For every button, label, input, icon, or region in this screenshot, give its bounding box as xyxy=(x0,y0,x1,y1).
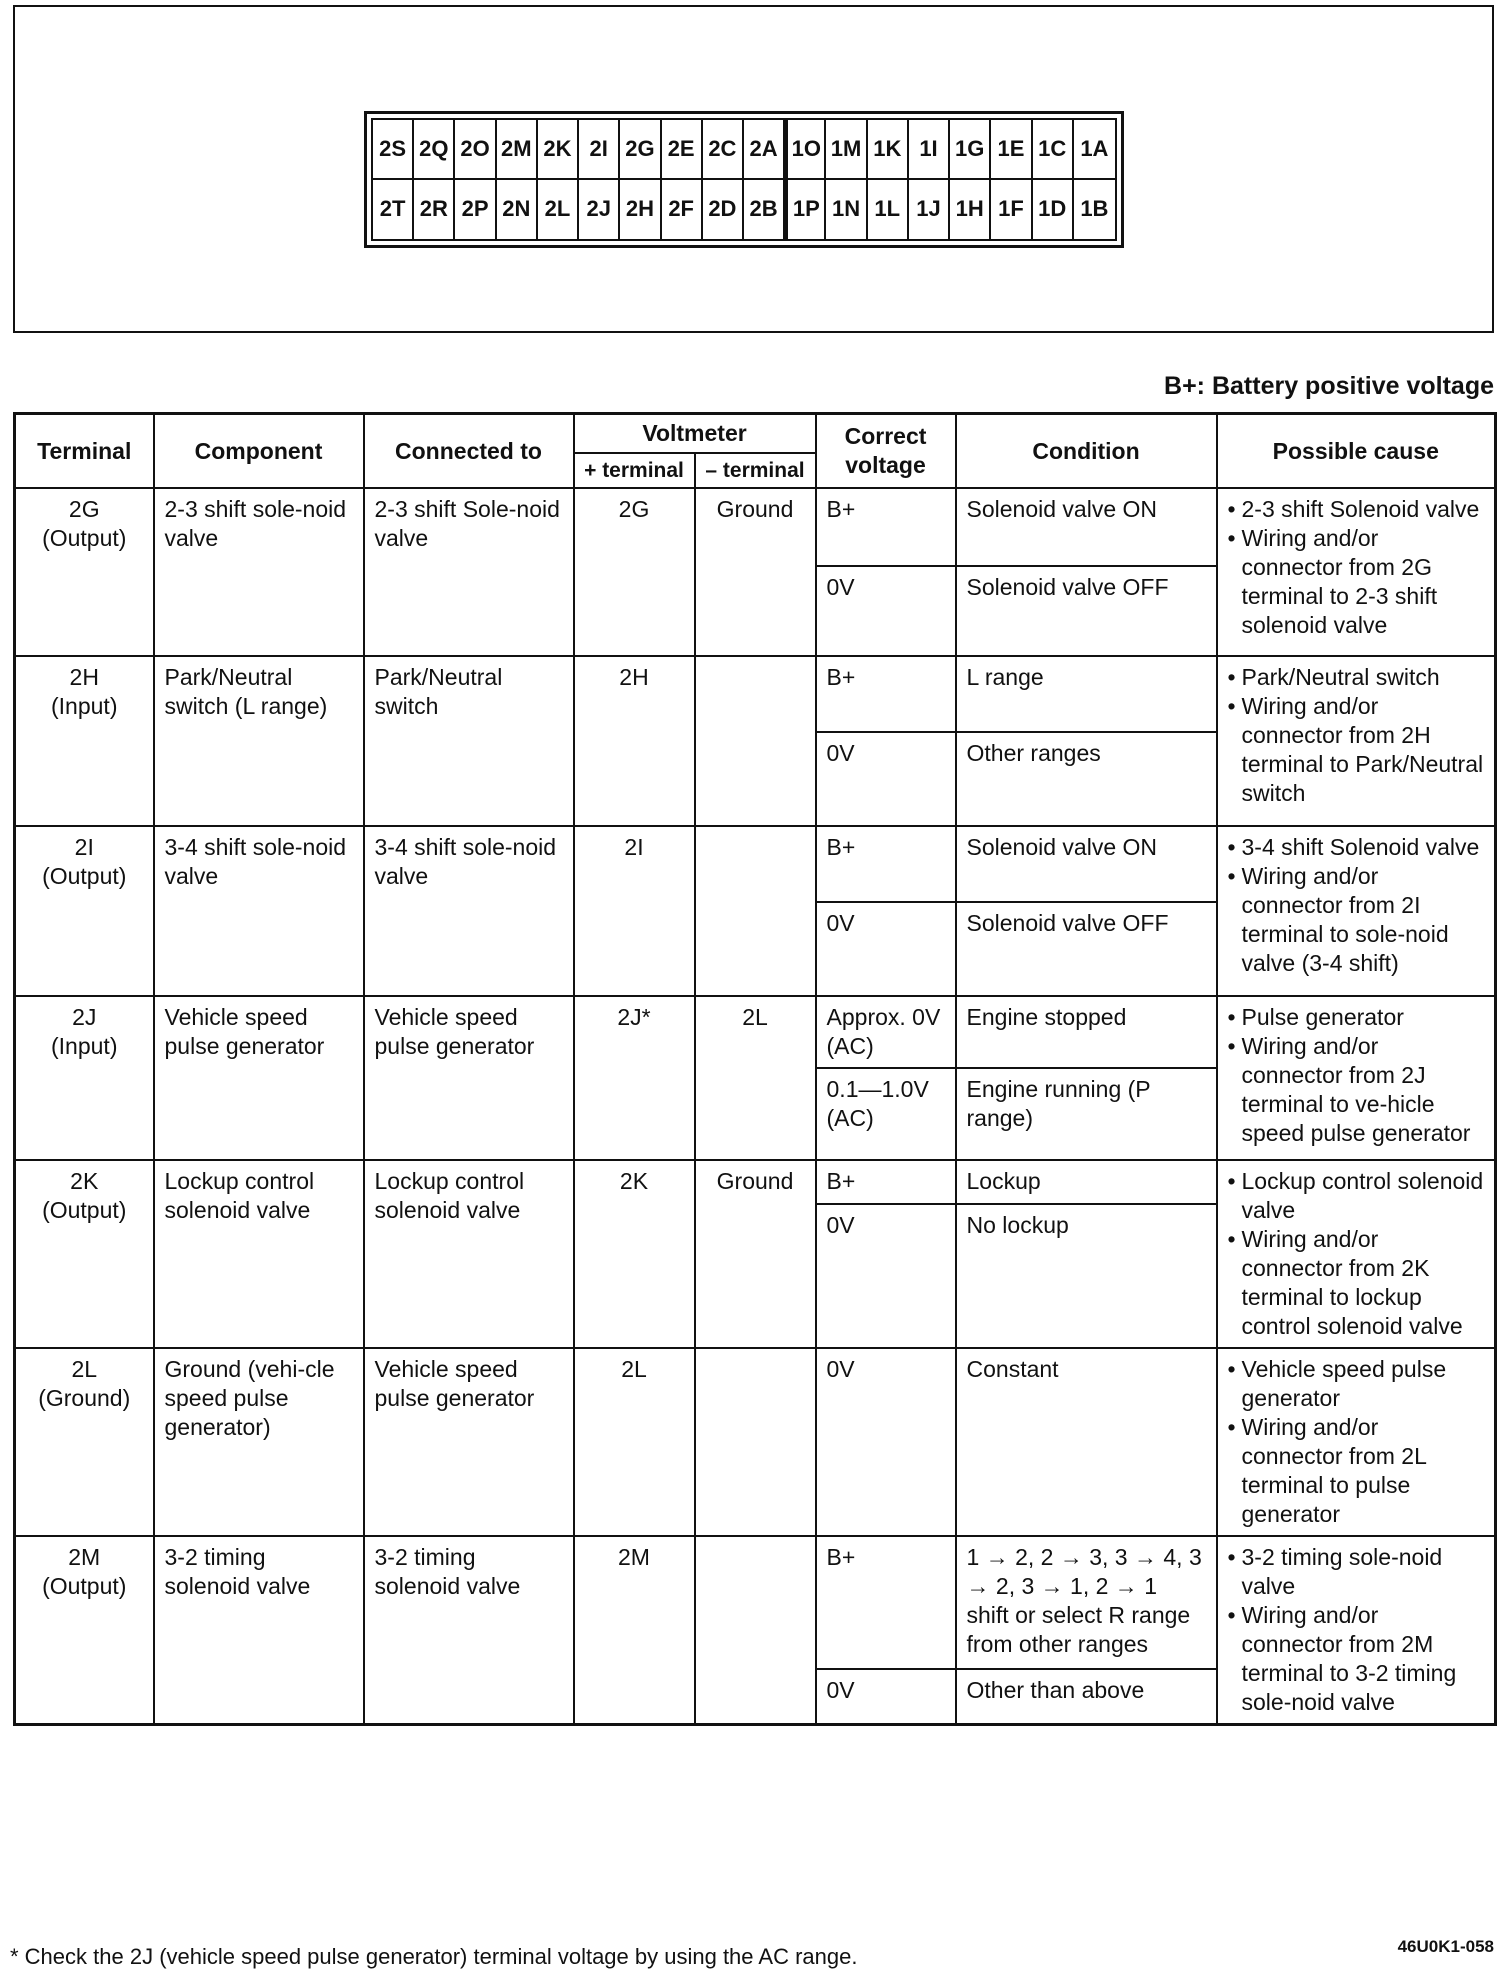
terminal-cell xyxy=(15,996,154,1160)
voltage-legend: B+: Battery positive voltage xyxy=(1164,372,1494,400)
connector-pin: 1E xyxy=(991,120,1032,180)
table-row xyxy=(15,826,1496,902)
connector-pin: 1F xyxy=(991,180,1032,240)
terminal-type: (Input) xyxy=(51,1033,118,1059)
connector-pin: 1P xyxy=(785,180,826,240)
table-row xyxy=(15,996,1496,1068)
correct-voltage-cell: 0.1—1.0V (AC) xyxy=(816,1068,956,1160)
cause-item: • 3-4 shift Solenoid valve xyxy=(1228,833,1485,862)
terminal-id: 2L xyxy=(71,1356,98,1382)
terminal-inspection-table xyxy=(13,412,1497,1726)
connector-pin: 2E xyxy=(662,120,703,180)
terminal-type: (Ground) xyxy=(38,1385,131,1411)
connector-pin: 2H xyxy=(620,180,661,240)
connected-to-cell: Park/Neutral switch xyxy=(364,656,574,826)
header-possible-cause: Possible cause xyxy=(1217,414,1496,489)
condition-cell: Solenoid valve OFF xyxy=(956,902,1217,996)
terminal-type: (Output) xyxy=(42,1197,127,1223)
table-row xyxy=(15,488,1496,566)
header-correct-voltage: Correct voltage xyxy=(816,414,956,489)
condition-cell: Solenoid valve OFF xyxy=(956,566,1217,656)
condition-cell: Engine stopped xyxy=(956,996,1217,1068)
terminal-type: (Output) xyxy=(42,1573,127,1599)
possible-cause-cell xyxy=(1217,1536,1496,1725)
connector-pin: 2B xyxy=(744,180,785,240)
correct-voltage-cell: B+ xyxy=(816,826,956,902)
connector-pin: 2A xyxy=(744,120,785,180)
correct-voltage-cell: 0V xyxy=(816,1669,956,1724)
minus-terminal-cell xyxy=(695,656,816,826)
connector-pin: 1H xyxy=(950,180,991,240)
connector-pin: 2D xyxy=(703,180,744,240)
connector-pin: 1I xyxy=(909,120,950,180)
header-plus-terminal: + terminal xyxy=(574,453,695,488)
connector-pin: 2Q xyxy=(414,120,455,180)
plus-terminal-cell: 2M xyxy=(574,1536,695,1725)
connector-pin: 1M xyxy=(826,120,867,180)
cause-item: • Wiring and/or connector from 2K terminal to lockup control solenoid valve xyxy=(1228,1225,1485,1341)
minus-terminal-cell: Ground xyxy=(695,1160,816,1348)
connector-pin: 2J xyxy=(579,180,620,240)
connector-pin-grid xyxy=(371,118,1117,241)
cause-item: • Vehicle speed pulse generator xyxy=(1228,1355,1485,1413)
connector-pin: 2L xyxy=(538,180,579,240)
correct-voltage-cell: 0V xyxy=(816,566,956,656)
cause-item: • Wiring and/or connector from 2L terminal to pulse generator xyxy=(1228,1413,1485,1529)
possible-cause-cell xyxy=(1217,826,1496,996)
component-cell: 3-2 timing solenoid valve xyxy=(154,1536,364,1725)
component-cell: Park/Neutral switch (L range) xyxy=(154,656,364,826)
component-cell: Lockup control solenoid valve xyxy=(154,1160,364,1348)
cause-item: • Pulse generator xyxy=(1228,1003,1485,1032)
condition-cell: 1 → 2, 2 → 3, 3 → 4, 3 → 2, 3 → 1, 2 → 1 shift or select R range from other ranges xyxy=(956,1536,1217,1669)
correct-voltage-cell: 0V xyxy=(816,1204,956,1348)
cause-item: • Lockup control solenoid valve xyxy=(1228,1167,1485,1225)
terminal-id: 2K xyxy=(70,1168,99,1194)
connector-pinout xyxy=(364,111,1124,248)
condition-cell: L range xyxy=(956,656,1217,732)
header-voltmeter: Voltmeter xyxy=(574,414,816,454)
cause-item: • Wiring and/or connector from 2M terminal to 3-2 timing sole-noid valve xyxy=(1228,1601,1485,1717)
minus-terminal-cell: Ground xyxy=(695,488,816,656)
connector-pin: 1K xyxy=(868,120,909,180)
terminal-cell xyxy=(15,826,154,996)
figure-code: 46U0K1-058 xyxy=(1397,1937,1494,1956)
terminal-cell xyxy=(15,656,154,826)
correct-voltage-cell: B+ xyxy=(816,488,956,566)
connector-pin: 2S xyxy=(373,120,414,180)
possible-cause-cell xyxy=(1217,488,1496,656)
possible-cause-cell xyxy=(1217,1348,1496,1536)
connector-pin: 2F xyxy=(662,180,703,240)
table-row xyxy=(15,656,1496,732)
correct-voltage-cell: B+ xyxy=(816,1160,956,1204)
cause-item: • 3-2 timing sole-noid valve xyxy=(1228,1543,1485,1601)
terminal-cell xyxy=(15,1536,154,1725)
connector-pin: 2P xyxy=(455,180,496,240)
connector-pin: 1B xyxy=(1080,196,1109,222)
component-cell: Ground (vehi-cle speed pulse generator) xyxy=(154,1348,364,1536)
terminal-type: (Output) xyxy=(42,525,127,551)
connector-pin: 2N xyxy=(497,180,538,240)
connector-pin: 2I xyxy=(579,120,620,180)
terminal-type: (Input) xyxy=(51,693,118,719)
terminal-type: (Output) xyxy=(42,863,127,889)
terminal-cell xyxy=(15,1160,154,1348)
cause-item: • Wiring and/or connector from 2H terminal to Park/Neutral switch xyxy=(1228,692,1485,808)
header-component: Component xyxy=(154,414,364,489)
cause-item: • Park/Neutral switch xyxy=(1228,663,1485,692)
correct-voltage-cell: 0V xyxy=(816,732,956,826)
component-cell: Vehicle speed pulse generator xyxy=(154,996,364,1160)
connector-pin: 2C xyxy=(703,120,744,180)
minus-terminal-cell: 2L xyxy=(695,996,816,1160)
plus-terminal-cell: 2K xyxy=(574,1160,695,1348)
connector-pin: 1L xyxy=(868,180,909,240)
possible-cause-cell xyxy=(1217,1160,1496,1348)
header-connected-to: Connected to xyxy=(364,414,574,489)
connected-to-cell: 3-4 shift sole-noid valve xyxy=(364,826,574,996)
header-row xyxy=(15,414,1496,454)
terminal-id: 2J xyxy=(72,1004,97,1030)
connector-pin: 1J xyxy=(909,180,950,240)
table-row xyxy=(15,1348,1496,1536)
connector-pin: 1G xyxy=(950,120,991,180)
terminal-cell xyxy=(15,488,154,656)
plus-terminal-cell: 2J* xyxy=(574,996,695,1160)
cause-item: • 2-3 shift Solenoid valve xyxy=(1228,495,1485,524)
connector-diagram-box xyxy=(13,5,1494,333)
minus-terminal-cell xyxy=(695,1536,816,1725)
condition-cell: Solenoid valve ON xyxy=(956,488,1217,566)
condition-cell: Other than above xyxy=(956,1669,1217,1724)
condition-cell: Lockup xyxy=(956,1160,1217,1204)
terminal-id: 2I xyxy=(74,834,94,860)
connector-pin: 2M xyxy=(497,120,538,180)
table-row xyxy=(15,1160,1496,1204)
minus-terminal-cell xyxy=(695,826,816,996)
terminal-id: 2H xyxy=(69,664,99,690)
table-body xyxy=(15,488,1496,1725)
terminal-id: 2G xyxy=(68,496,100,522)
correct-voltage-cell: B+ xyxy=(816,1536,956,1669)
possible-cause-cell xyxy=(1217,656,1496,826)
condition-cell: Constant xyxy=(956,1348,1217,1536)
connected-to-cell: 3-2 timing solenoid valve xyxy=(364,1536,574,1725)
connector-pin: 2G xyxy=(620,120,661,180)
connected-to-cell: Lockup control solenoid valve xyxy=(364,1160,574,1348)
correct-voltage-cell: Approx. 0V (AC) xyxy=(816,996,956,1068)
cause-item: • Wiring and/or connector from 2J terminal to ve-hicle speed pulse generator xyxy=(1228,1032,1485,1148)
condition-cell: Engine running (P range) xyxy=(956,1068,1217,1160)
connector-pin: 2K xyxy=(538,120,579,180)
terminal-cell xyxy=(15,1348,154,1536)
correct-voltage-cell: 0V xyxy=(816,902,956,996)
minus-terminal-cell xyxy=(695,1348,816,1536)
footnote: * Check the 2J (vehicle speed pulse generator) terminal voltage by using the AC range. xyxy=(10,1944,858,1969)
cause-item: • Wiring and/or connector from 2G terminal to 2-3 shift solenoid valve xyxy=(1228,524,1485,640)
condition-cell: No lockup xyxy=(956,1204,1217,1348)
connector-pin: 1O xyxy=(785,120,826,180)
table-row xyxy=(15,1536,1496,1669)
connected-to-cell: Vehicle speed pulse generator xyxy=(364,1348,574,1536)
connector-pin: 1D xyxy=(1033,180,1074,240)
plus-terminal-cell: 2H xyxy=(574,656,695,826)
component-cell: 2-3 shift sole-noid valve xyxy=(154,488,364,656)
component-cell: 3-4 shift sole-noid valve xyxy=(154,826,364,996)
condition-cell: Other ranges xyxy=(956,732,1217,826)
header-condition: Condition xyxy=(956,414,1217,489)
correct-voltage-cell: B+ xyxy=(816,656,956,732)
header-minus-terminal: – terminal xyxy=(695,453,816,488)
possible-cause-cell xyxy=(1217,996,1496,1160)
terminal-id: 2M xyxy=(68,1544,101,1570)
condition-cell: Solenoid valve ON xyxy=(956,826,1217,902)
connector-pin: 1N xyxy=(826,180,867,240)
plus-terminal-cell: 2G xyxy=(574,488,695,656)
connector-pin: 2O xyxy=(455,120,496,180)
connected-to-cell: Vehicle speed pulse generator xyxy=(364,996,574,1160)
connected-to-cell: 2-3 shift Sole-noid valve xyxy=(364,488,574,656)
cause-item: • Wiring and/or connector from 2I terminal to sole-noid valve (3-4 shift) xyxy=(1228,862,1485,978)
connector-pin: 1A xyxy=(1074,120,1115,180)
header-terminal: Terminal xyxy=(15,414,154,489)
connector-pin: 2T xyxy=(373,180,414,240)
plus-terminal-cell: 2L xyxy=(574,1348,695,1536)
correct-voltage-cell: 0V xyxy=(816,1348,956,1536)
plus-terminal-cell: 2I xyxy=(574,826,695,996)
connector-pin: 2R xyxy=(414,180,455,240)
connector-pin: 1C xyxy=(1033,120,1074,180)
